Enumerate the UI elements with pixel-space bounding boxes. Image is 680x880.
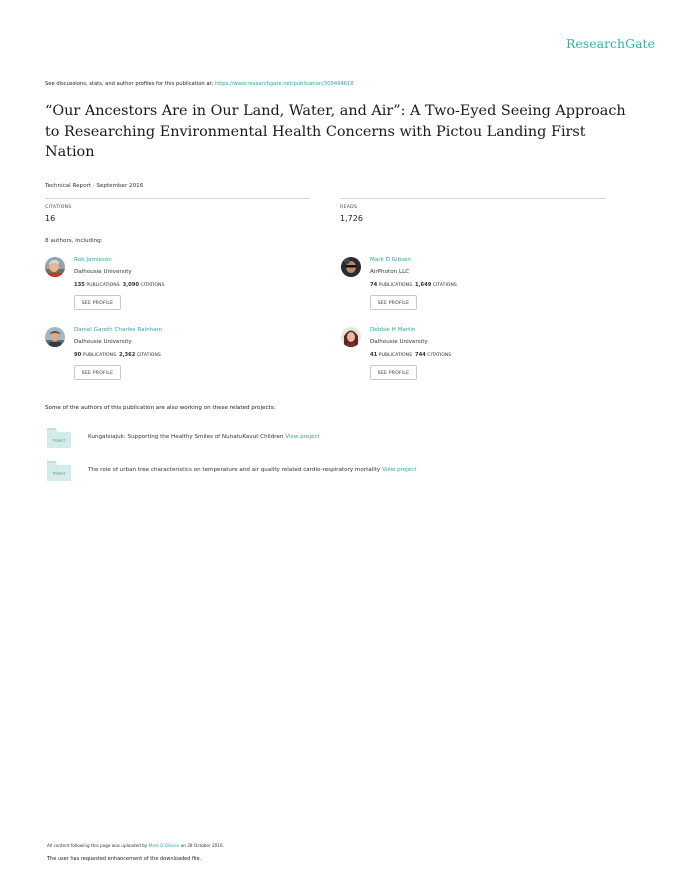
man-portrait-icon: [45, 327, 65, 347]
title-line: to Researching Environmental Health Concerns with Pictou Landing First: [45, 123, 586, 140]
author-name-link[interactable]: Rob Jamieson: [74, 257, 112, 263]
avatar[interactable]: [341, 327, 361, 347]
author-institution: Dalhousie University: [74, 269, 132, 275]
citations-count: 1,649: [414, 282, 432, 288]
project-title: Kungatsiajuk: Supporting the Healthy Smiles of NunatuKavut Children: [88, 434, 284, 440]
publication-url-link[interactable]: https://www.researchgate.net/publication/309494618: [214, 81, 354, 87]
see-profile-button[interactable]: SEE PROFILE: [74, 295, 121, 310]
author-institution: Dalhousie University: [370, 339, 428, 345]
citations-value: 16: [45, 214, 56, 223]
discussion-line: [45, 81, 354, 87]
upload-note: [47, 843, 224, 848]
title-line: “Our Ancestors Are in Our Land, Water, and Air”: A Two-Eyed Seeing Approach: [45, 103, 626, 119]
project-description: [88, 434, 320, 440]
publications-count: 135: [74, 282, 85, 288]
avatar[interactable]: [45, 257, 65, 277]
upload-prefix: All content following this page was uploaded by: [47, 843, 148, 848]
citations-label: CITATIONS: [432, 283, 457, 288]
author-name-link[interactable]: Daniel Gareth Charles Rainham: [74, 327, 163, 333]
citations-count: 2,362: [118, 352, 136, 358]
author-card: [341, 327, 591, 389]
publications-label: PUBLICATIONS: [86, 283, 120, 288]
publications-label: PUBLICATIONS: [378, 353, 413, 358]
woman-portrait-icon: [341, 327, 361, 347]
man-portrait-icon: [45, 257, 65, 277]
author-card: [45, 327, 295, 389]
publications-label: PUBLICATIONS: [378, 283, 413, 288]
enhancement-note: The user has requested enhancement of the downloaded file.: [47, 856, 202, 862]
avatar[interactable]: [341, 257, 361, 277]
project-icon-label: Project: [52, 471, 66, 476]
author-stats: [370, 282, 457, 288]
related-project: [47, 461, 647, 483]
author-institution: AirPhoton LLC: [370, 269, 410, 275]
see-profile-button[interactable]: SEE PROFILE: [74, 365, 121, 380]
project-title: The role of urban tree characteristics on temperature and air quality related cardio-respiratory mortality: [88, 467, 381, 473]
avatar[interactable]: [45, 327, 65, 347]
publications-count: 41: [370, 352, 378, 358]
view-project-link[interactable]: View project: [285, 434, 320, 440]
project-icon-label: Project: [52, 438, 66, 443]
author-name-link[interactable]: Debbie H Martin: [370, 327, 416, 333]
researchgate-logo[interactable]: ResearchGate: [566, 36, 655, 51]
uploader-link[interactable]: Mark D Gibson: [148, 843, 180, 848]
publications-count: 74: [370, 282, 378, 288]
man-portrait-icon: [341, 257, 361, 277]
project-description: [88, 467, 417, 473]
citations-count: 3,090: [122, 282, 139, 288]
see-profile-button[interactable]: SEE PROFILE: [370, 365, 417, 380]
citations-count: 744: [414, 352, 426, 358]
citations-label: CITATIONS: [140, 283, 165, 288]
view-project-link[interactable]: View project: [382, 467, 417, 473]
discussion-text: See discussions, stats, and author profiles for this publication at:: [45, 81, 214, 87]
author-stats: [74, 352, 161, 358]
upload-suffix: on 28 October 2016.: [180, 843, 224, 848]
title-line: Nation: [45, 144, 95, 160]
citations-label: CITATIONS: [45, 205, 72, 210]
authors-count: 8 authors, including:: [45, 238, 103, 244]
project-folder-icon: [47, 428, 71, 448]
reads-value: 1,726: [340, 214, 363, 223]
author-name-link[interactable]: Mark D Gibson: [370, 257, 411, 263]
report-type-date: Technical Report · September 2016: [45, 183, 144, 189]
divider: [340, 198, 606, 199]
publications-label: PUBLICATIONS: [82, 353, 117, 358]
publication-title: [45, 101, 645, 163]
reads-label: READS: [340, 205, 358, 210]
related-project: [47, 428, 647, 450]
publications-count: 90: [74, 352, 82, 358]
citations-label: CITATIONS: [136, 353, 161, 358]
author-institution: Dalhousie University: [74, 339, 132, 345]
author-card: [341, 257, 591, 319]
project-folder-icon: [47, 461, 71, 481]
author-card: [45, 257, 295, 319]
divider: [45, 198, 310, 199]
related-projects-heading: Some of the authors of this publication are also working on these related projects:: [45, 405, 276, 411]
see-profile-button[interactable]: SEE PROFILE: [370, 295, 417, 310]
author-stats: [370, 352, 451, 358]
citations-label: CITATIONS: [427, 353, 452, 358]
author-stats: [74, 282, 164, 288]
